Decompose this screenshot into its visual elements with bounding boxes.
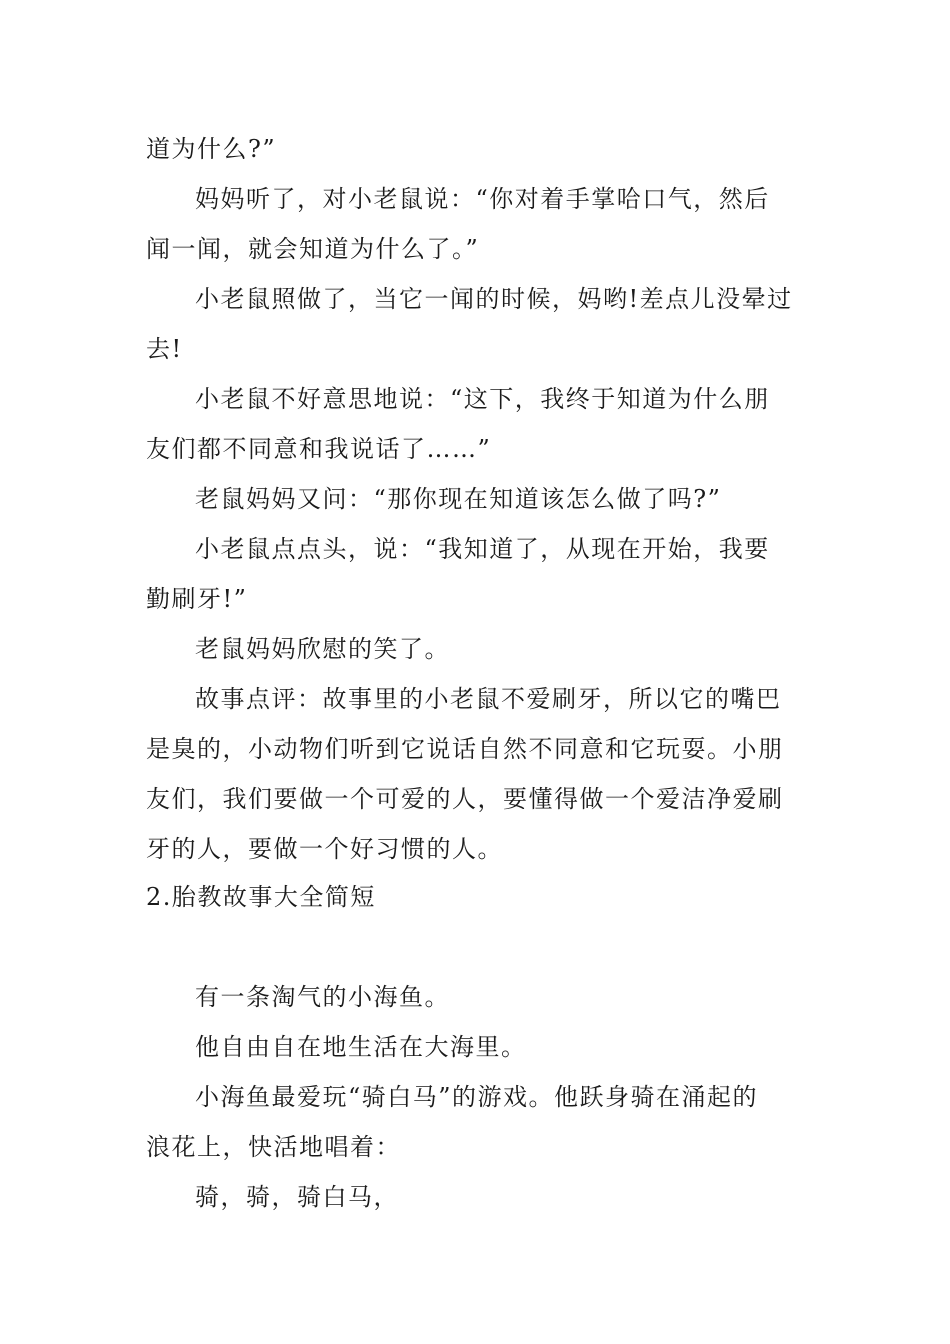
text-line-4: 小老鼠照做了，当它一闻的时候，妈哟!差点儿没晕过 <box>195 285 793 313</box>
text-line-3: 闻一闻，就会知道为什么了。” <box>146 235 480 263</box>
text-line-12: 故事点评：故事里的小老鼠不爱刷牙，所以它的嘴巴 <box>195 685 782 713</box>
text-line-13: 是臭的，小动物们听到它说话自然不同意和它玩耍。小朋 <box>146 735 784 763</box>
text-line-18: 他自由自在地生活在大海里。 <box>195 1033 527 1061</box>
text-line-19: 小海鱼最爱玩“骑白马”的游戏。他跃身骑在涌起的 <box>195 1083 759 1111</box>
text-line-2: 妈妈听了，对小老鼠说：“你对着手掌哈口气，然后 <box>195 185 770 213</box>
text-line-6: 小老鼠不好意思地说：“这下，我终于知道为什么朋 <box>195 385 770 413</box>
text-line-14: 友们，我们要做一个可爱的人，要懂得做一个爱洁净爱刷 <box>146 785 784 813</box>
text-line-21: 骑，骑，骑白马， <box>195 1183 399 1211</box>
text-line-10: 勤刷牙!” <box>146 585 248 613</box>
text-line-8: 老鼠妈妈又问：“那你现在知道该怎么做了吗?” <box>195 485 722 513</box>
text-line-7: 友们都不同意和我说话了……” <box>146 435 492 463</box>
text-line-5: 去! <box>146 335 183 363</box>
text-line-20: 浪花上，快活地唱着： <box>146 1133 401 1161</box>
text-line-15: 牙的人，要做一个好习惯的人。 <box>146 835 503 863</box>
section-heading: 2.胎教故事大全简短 <box>146 883 376 911</box>
text-line-1: 道为什么?” <box>146 135 277 163</box>
text-line-17: 有一条淘气的小海鱼。 <box>195 983 450 1011</box>
text-line-11: 老鼠妈妈欣慰的笑了。 <box>195 635 450 663</box>
text-line-9: 小老鼠点点头，说：“我知道了，从现在开始，我要 <box>195 535 770 563</box>
